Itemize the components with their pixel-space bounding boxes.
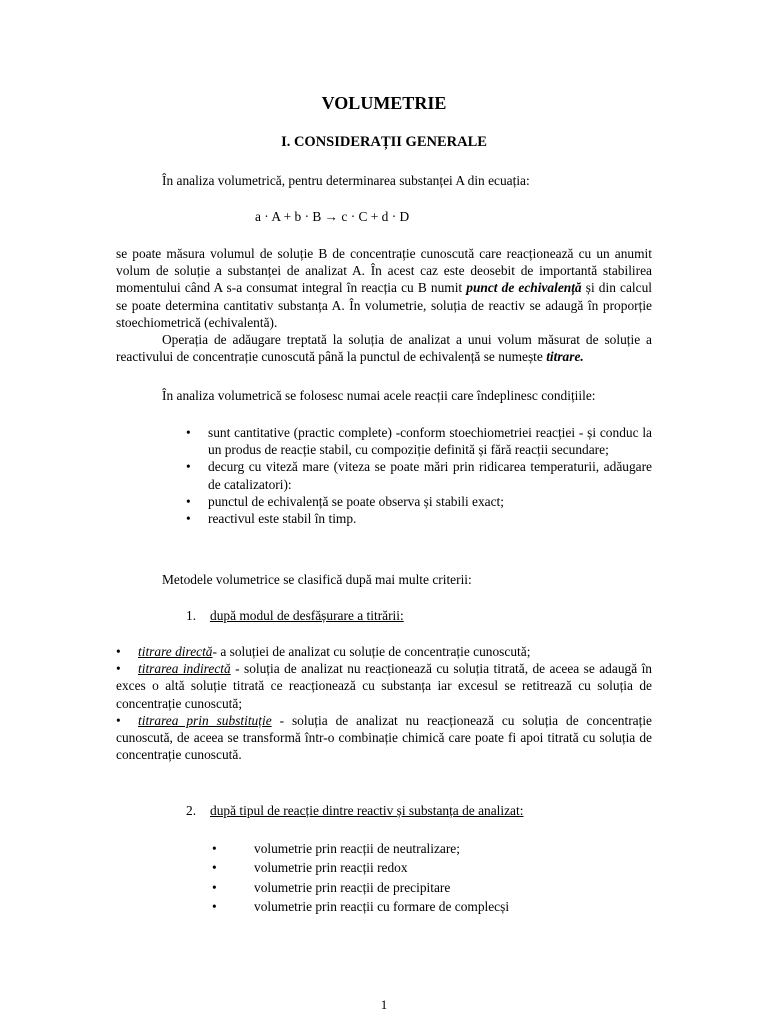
titration-type-term: titrare directă: [138, 644, 213, 659]
bullet-icon: •: [186, 459, 191, 475]
titration-type-term: titrarea prin substituție: [138, 712, 272, 728]
list-item-text: - a soluției de analizat cu soluție de concentrație cunoscută;: [212, 644, 531, 659]
list-item-text: sunt cantitative (practic complete) -conform stoechiometriei reacției - și conduc la un produs de reacție stabil, cu compoziție definită și fără reacții secundare;: [208, 425, 652, 458]
paragraph-text: Operația de adăugare treptată la soluția de analizat a unui volum măsurat de soluție a reactivului de concentrație cunoscută până la punctul de echivalență se numește: [116, 332, 652, 365]
criterion-number: 2.: [186, 803, 197, 818]
page-title: VOLUMETRIE: [321, 93, 447, 113]
section-heading: I. CONSIDERAȚII GENERALE: [281, 134, 487, 150]
methods-intro: Metodele volumetrice se clasifică după mai multe criterii:: [162, 572, 472, 587]
criterion-label: după tipul de reacție dintre reactiv și substanța de analizat:: [210, 803, 524, 818]
intro-paragraph: În analiza volumetrică, pentru determinarea substanței A din ecuația:: [162, 173, 530, 188]
list-item: [212, 878, 509, 897]
list-item: [186, 493, 652, 510]
list-item-text: volumetrie prin reacții redox: [254, 860, 408, 876]
page-number: 1: [380, 997, 388, 1012]
list-item-text: volumetrie prin reacții de neutralizare;: [254, 841, 460, 856]
bullet-icon: •: [116, 661, 121, 677]
bullet-icon: •: [116, 712, 121, 728]
list-item: [116, 643, 652, 660]
titration-term: titrare.: [546, 349, 584, 365]
titration-types-list: [116, 643, 652, 763]
equivalence-point-term: punct de echivalență: [466, 280, 582, 296]
criterion-label: după modul de desfășurare a titrării:: [210, 608, 404, 623]
paragraph-text: și din calcul se poate determina cantitativ substanța A. În volumetrie, soluția de reactiv se adaugă în proporție stoechiometrică (echivalentă).: [116, 280, 652, 330]
list-item: [116, 660, 652, 712]
reaction-types-list: [212, 839, 509, 916]
bullet-icon: •: [212, 841, 217, 856]
list-item: [186, 424, 652, 458]
list-item: [186, 510, 652, 527]
paragraph-conditions: În analiza volumetrică se folosesc numai acele reacții care îndeplinesc condițiile:: [162, 388, 596, 403]
criterion-1: [186, 608, 404, 624]
criterion-2: [186, 803, 523, 819]
paragraph-titration: [116, 331, 652, 365]
list-item-text: - soluția de analizat nu reacționează cu soluția de concentrație cunoscută, de aceea se transformă într-o combinație chimică care poate fi apoi titrată cu soluția de concentrație cunoscută.: [116, 712, 652, 763]
list-item-text: volumetrie prin reacții cu formare de complecși: [254, 898, 510, 914]
list-item-text: reactivul este stabil în timp.: [208, 511, 357, 527]
list-item: [212, 858, 509, 877]
list-item: [116, 712, 652, 764]
list-item: [186, 458, 652, 492]
titration-type-term: titrarea indirectă: [138, 661, 231, 677]
bullet-icon: •: [212, 879, 217, 895]
list-item: [212, 839, 509, 858]
list-item-text: punctul de echivalență se poate observa și stabili exact;: [208, 493, 504, 509]
reaction-equation: a · A + b · B → c · C + d · D: [255, 209, 410, 224]
bullet-icon: •: [212, 898, 217, 914]
bullet-icon: •: [212, 860, 217, 876]
bullet-icon: •: [116, 644, 121, 659]
paragraph-text: se poate măsura volumul de soluție B de concentrație cunoscută care reacționează cu un anumit volum de soluție a substanței de analizat A. În acest caz este deosebit de importantă stabilirea momentului când A s-a consumat integral în reacția cu B numit: [116, 246, 652, 296]
bullet-icon: •: [186, 493, 191, 509]
list-item: [212, 897, 509, 916]
list-item-text: decurg cu viteză mare (viteza se poate mări prin ridicarea temperaturii, adăugare de catalizatori):: [208, 459, 652, 492]
list-item-text: - soluția de analizat nu reacționează cu soluția titrată, de aceea se adaugă în exces o altă soluție titrată ce reacționează cu substanța iar excesul se retitrează cu soluția de concentrație cunoscută;: [116, 661, 652, 711]
bullet-icon: •: [186, 511, 191, 527]
conditions-list: [186, 424, 652, 527]
list-item-text: volumetrie prin reacții de precipitare: [254, 879, 451, 895]
bullet-icon: •: [186, 425, 191, 440]
paragraph-equivalence: [116, 245, 652, 331]
criterion-number: 1.: [186, 608, 197, 623]
